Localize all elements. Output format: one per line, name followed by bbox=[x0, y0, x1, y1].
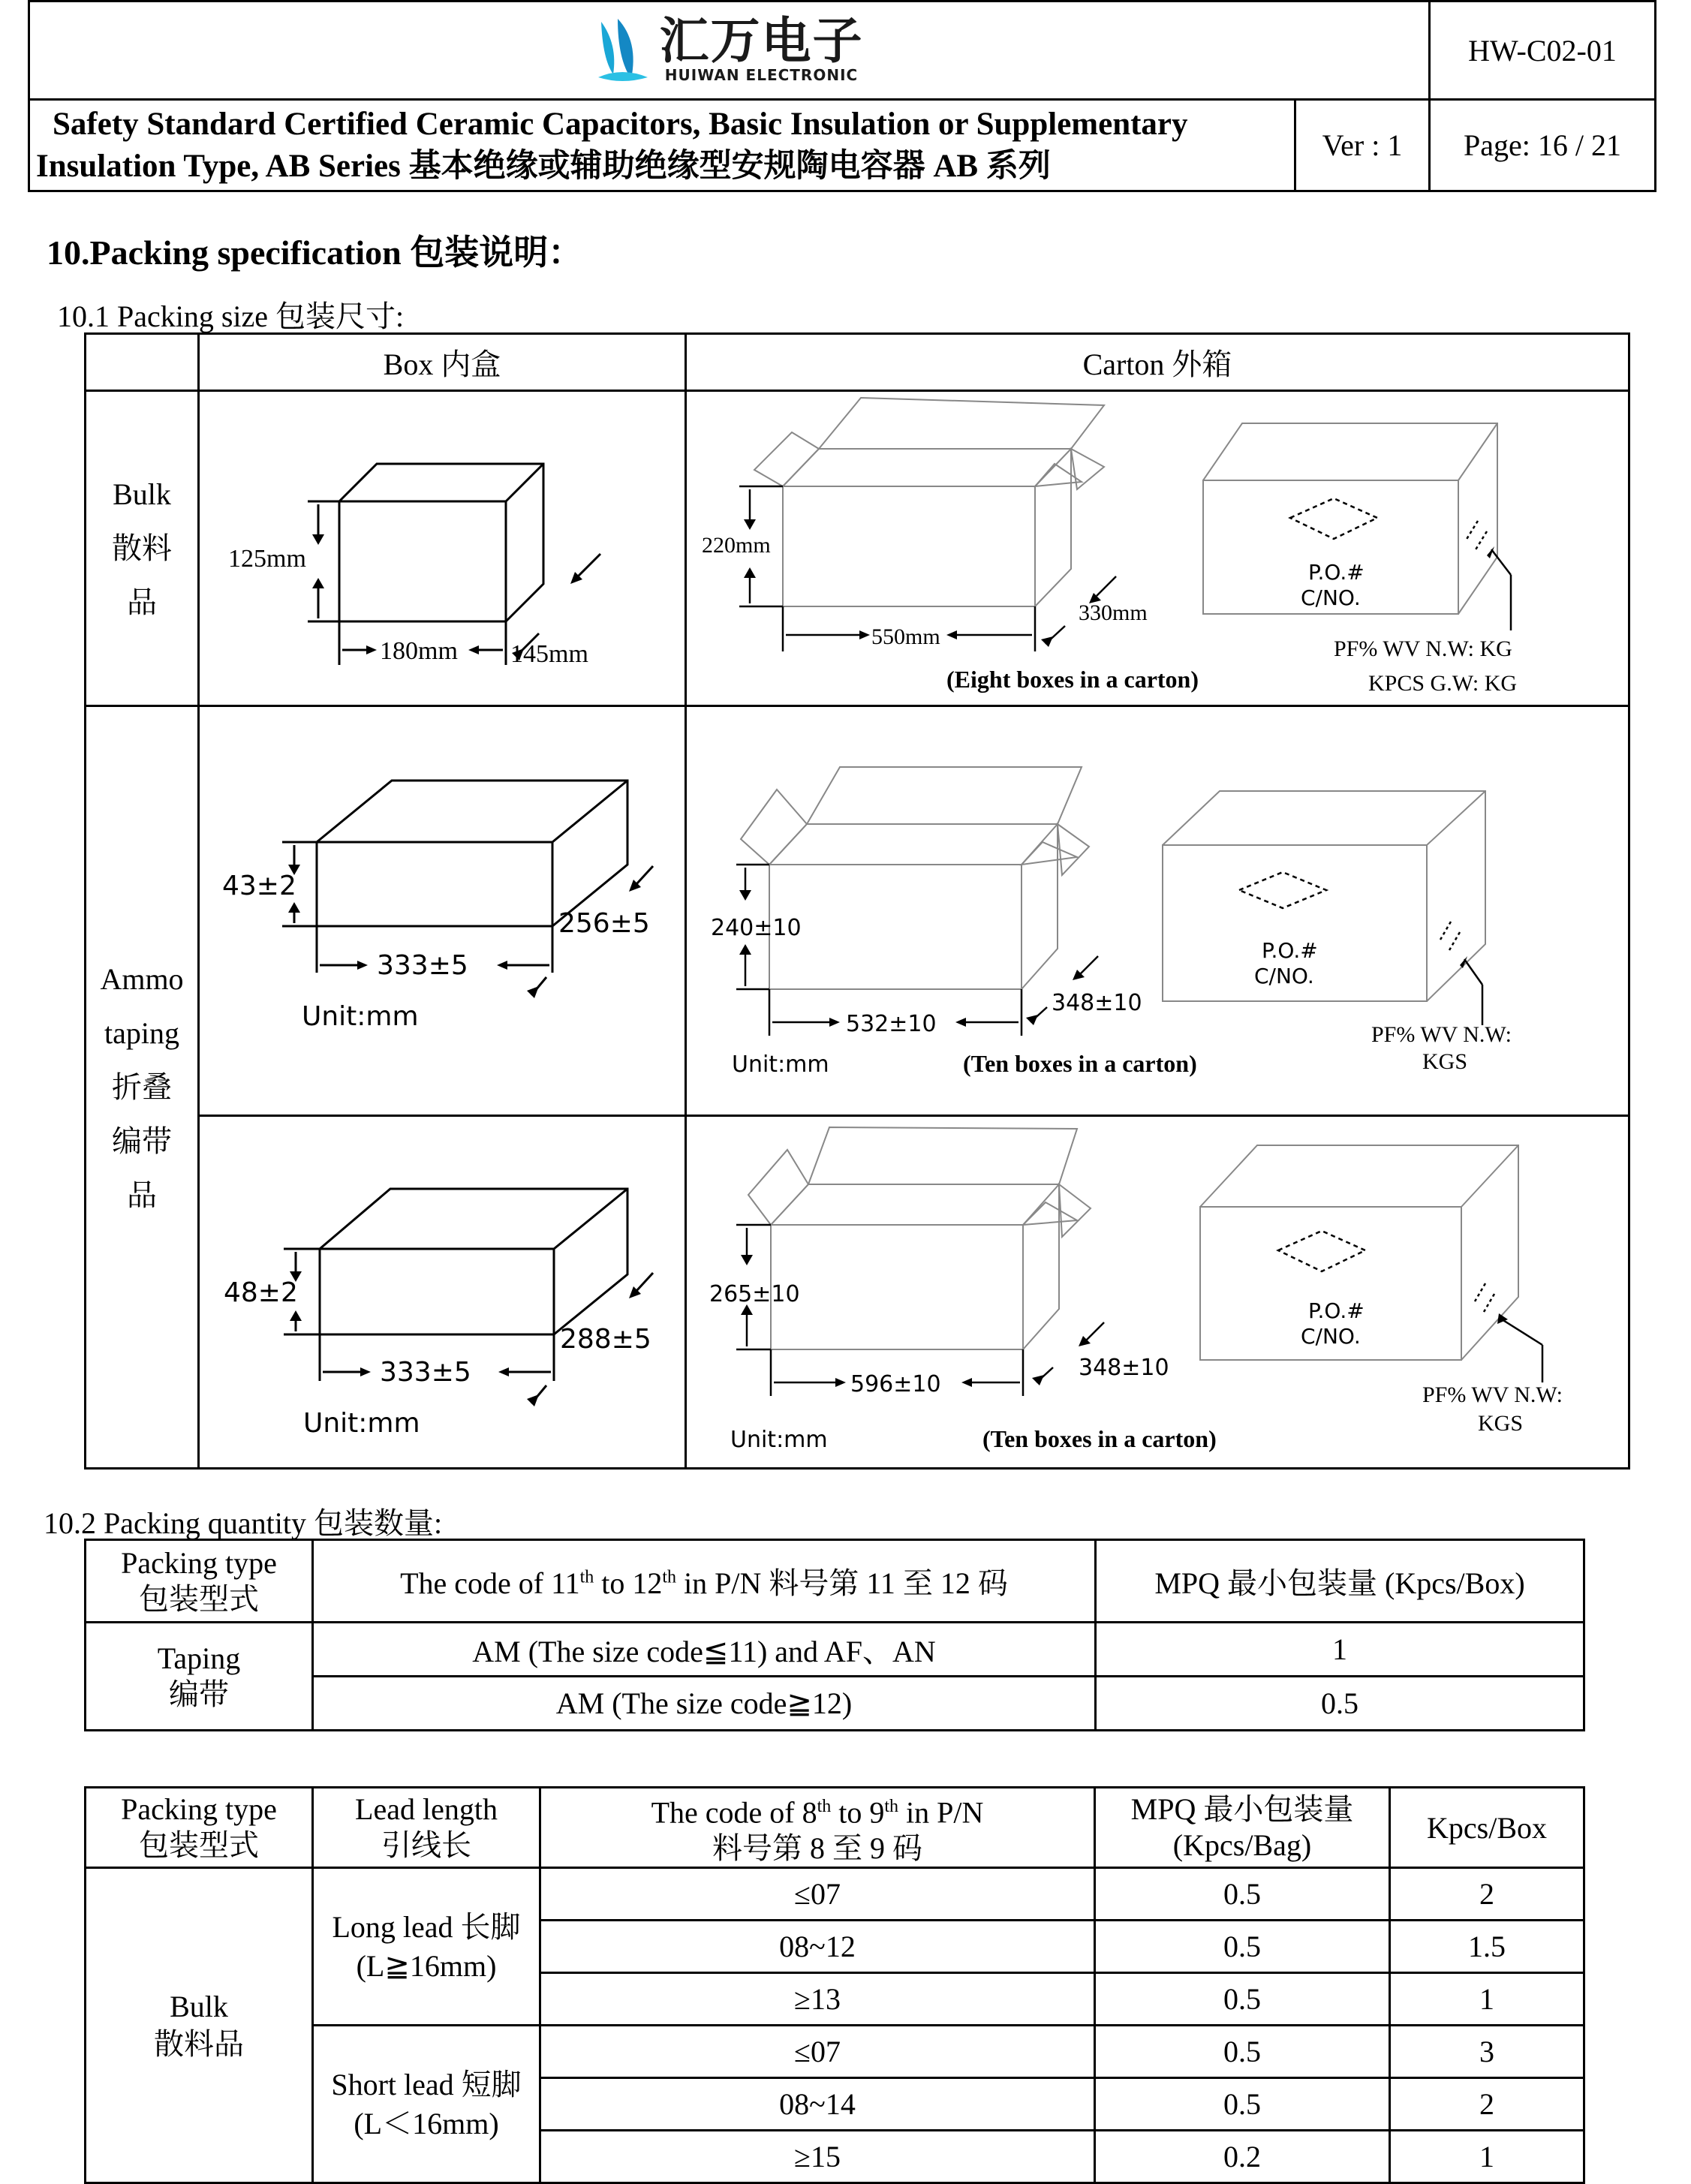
section-heading: 10.Packing specification 包装说明： bbox=[47, 233, 583, 272]
bulk-box-drawing bbox=[199, 391, 686, 706]
qty2-header-code-sup2: th bbox=[884, 1797, 899, 1816]
qty1-header-type-en: Packing type bbox=[121, 1545, 277, 1580]
qty2-header-lead-en: Lead length bbox=[355, 1792, 498, 1827]
ammo2-box-height: 48±2 bbox=[224, 1277, 298, 1308]
ammo-label-5: 品 bbox=[127, 1178, 157, 1212]
qty2-type-cn: 散料品 bbox=[154, 2026, 244, 2061]
corner-cell bbox=[86, 334, 199, 391]
version: Ver : 1 bbox=[1295, 100, 1430, 191]
ammo2-carton-width: 596±10 bbox=[850, 1371, 941, 1397]
qty1-header-code-sup2: th bbox=[662, 1567, 677, 1587]
ammo-label-2: taping bbox=[104, 1015, 179, 1050]
qty2-long-lead-2: (L≧16mm) bbox=[356, 1948, 497, 1983]
qty1-type-taping bbox=[86, 1623, 313, 1731]
ammo2-carton-drawing bbox=[686, 1116, 1629, 1469]
bulk-carton-note: (Eight boxes in a carton) bbox=[946, 666, 1199, 693]
qty2-row1-kpcs: 2 bbox=[1390, 1868, 1584, 1921]
ammo2-carton-cno: C/NO. bbox=[1301, 1324, 1361, 1349]
ammo2-carton-diagram bbox=[687, 1117, 1628, 1464]
logo-cell bbox=[29, 2, 1430, 100]
qty2-header-code-cn: 料号第 8 至 9 码 bbox=[712, 1831, 922, 1866]
ammo2-carton-label2: KGS bbox=[1478, 1411, 1524, 1436]
qty1-row2-code: AM (The size code≧12) bbox=[313, 1677, 1096, 1731]
qty2-header-code-sup1: th bbox=[817, 1797, 832, 1816]
doc-title-line2: Insulation Type, AB Series 基本绝缘或辅助绝缘型安规陶电容器 AB 系列 bbox=[36, 148, 1051, 184]
ammo-label-1: Ammo bbox=[100, 961, 184, 996]
bulk-box-width: 180mm bbox=[380, 637, 458, 665]
qty2-long-lead bbox=[313, 1868, 540, 2026]
col-carton: Carton 外箱 bbox=[686, 334, 1629, 391]
qty1-row1-code: AM (The size code≦11) and AF、AN bbox=[313, 1623, 1096, 1677]
ammo1-box-drawing bbox=[199, 706, 686, 1116]
qty2-header-kpcs: Kpcs/Box bbox=[1390, 1788, 1584, 1868]
qty-table-taping bbox=[84, 1539, 1585, 1731]
qty2-header-code-b: to 9 bbox=[831, 1795, 885, 1830]
qty2-header-code bbox=[540, 1788, 1095, 1868]
qty1-header-code bbox=[313, 1540, 1096, 1623]
ammo-label-4: 编带 bbox=[112, 1124, 172, 1158]
qty2-header-type-cn: 包装型式 bbox=[139, 1828, 259, 1863]
qty2-row5-mpq: 0.5 bbox=[1095, 2078, 1390, 2131]
ammo1-box-height: 43±2 bbox=[222, 871, 296, 901]
doc-title-line1: Safety Standard Certified Ceramic Capacitors, Basic Insulation or Supplementary bbox=[53, 106, 1188, 142]
qty2-row5-code: 08~14 bbox=[540, 2078, 1095, 2131]
ammo1-carton-depth: 348±10 bbox=[1052, 990, 1142, 1016]
bulk-carton-cno: C/NO. bbox=[1301, 585, 1361, 610]
document-header bbox=[28, 0, 1656, 192]
qty1-header-type-cn: 包装型式 bbox=[139, 1581, 259, 1616]
bulk-label-1: Bulk bbox=[113, 477, 171, 511]
ammo1-box-diagram bbox=[200, 707, 685, 1111]
ammo1-box-depth: 256±5 bbox=[558, 908, 650, 939]
qty2-header-type-en: Packing type bbox=[121, 1792, 277, 1827]
qty2-row2-code: 08~12 bbox=[540, 1921, 1095, 1973]
qty2-row1-mpq: 0.5 bbox=[1095, 1868, 1390, 1921]
doc-number: HW-C02-01 bbox=[1430, 2, 1656, 100]
ammo1-box-unit: Unit:mm bbox=[302, 1001, 419, 1032]
ammo2-carton-height: 265±10 bbox=[709, 1281, 800, 1307]
row-bulk-label bbox=[86, 391, 199, 706]
bulk-box-depth: 145mm bbox=[510, 640, 588, 668]
qty2-short-lead bbox=[313, 2026, 540, 2183]
qty2-header-lead bbox=[313, 1788, 540, 1868]
qty1-type-en: Taping bbox=[157, 1641, 241, 1675]
bulk-box-height: 125mm bbox=[228, 545, 306, 573]
bulk-carton-label2: KPCS G.W: KG bbox=[1368, 671, 1518, 696]
qty1-row1-mpq: 1 bbox=[1096, 1623, 1584, 1677]
ammo2-box-drawing bbox=[199, 1116, 686, 1469]
qty2-short-lead-2: (L＜16mm) bbox=[354, 2106, 499, 2140]
qty2-short-lead-1: Short lead 短脚 bbox=[331, 2067, 522, 2101]
qty2-type-en: Bulk bbox=[170, 1989, 228, 2023]
bulk-label-2: 散料 bbox=[112, 531, 172, 565]
qty2-header-mpq-1: MPQ 最小包装量 bbox=[1130, 1792, 1354, 1827]
bulk-box-diagram bbox=[200, 392, 685, 701]
ammo1-box-width: 333±5 bbox=[377, 950, 468, 981]
qty1-type-cn: 编带 bbox=[169, 1677, 229, 1711]
bulk-carton-label1: PF% WV N.W: KG bbox=[1334, 636, 1512, 661]
qty2-row4-mpq: 0.5 bbox=[1095, 2026, 1390, 2078]
ammo-label-3: 折叠 bbox=[112, 1069, 172, 1104]
col-box: Box 内盒 bbox=[199, 334, 686, 391]
ammo1-carton-note: (Ten boxes in a carton) bbox=[963, 1050, 1197, 1077]
logo-text-cn: 汇万电子 bbox=[659, 12, 864, 70]
qty2-row5-kpcs: 2 bbox=[1390, 2078, 1584, 2131]
qty2-header-lead-cn: 引线长 bbox=[381, 1828, 471, 1863]
qty1-header-type bbox=[86, 1540, 313, 1623]
qty2-row2-kpcs: 1.5 bbox=[1390, 1921, 1584, 1973]
ammo2-box-depth: 288±5 bbox=[560, 1324, 651, 1355]
ammo1-carton-unit: Unit:mm bbox=[732, 1051, 829, 1078]
row-ammo-label bbox=[86, 706, 199, 1469]
qty2-header-mpq-2: (Kpcs/Bag) bbox=[1172, 1828, 1312, 1863]
qty2-row6-mpq: 0.2 bbox=[1095, 2131, 1390, 2183]
ammo2-carton-label1: PF% WV N.W: bbox=[1422, 1382, 1563, 1407]
ammo2-carton-note: (Ten boxes in a carton) bbox=[982, 1425, 1217, 1452]
doc-title bbox=[29, 100, 1295, 191]
ammo1-carton-label1: PF% WV N.W: bbox=[1371, 1022, 1512, 1047]
qty2-type-bulk bbox=[86, 1868, 313, 2183]
qty1-header-code-sup1: th bbox=[579, 1567, 594, 1587]
bulk-carton-drawing bbox=[686, 391, 1629, 706]
qty2-long-lead-1: Long lead 长脚 bbox=[332, 1909, 521, 1944]
qty-table-bulk bbox=[84, 1786, 1585, 2184]
qty1-header-code-b: to 12 bbox=[594, 1566, 663, 1600]
ammo2-carton-unit: Unit:mm bbox=[730, 1427, 828, 1453]
qty2-row3-code: ≥13 bbox=[540, 1973, 1095, 2026]
qty2-header-type bbox=[86, 1788, 313, 1868]
ammo1-carton-height: 240±10 bbox=[711, 915, 802, 941]
ammo2-box-unit: Unit:mm bbox=[303, 1408, 420, 1439]
logo-text-en: HUIWAN ELECTRONIC bbox=[664, 66, 859, 84]
ammo2-box-width: 333±5 bbox=[380, 1357, 471, 1388]
ammo1-carton-drawing bbox=[686, 706, 1629, 1116]
ammo2-carton-po: P.O.# bbox=[1308, 1298, 1365, 1323]
bulk-carton-height: 220mm bbox=[702, 533, 771, 558]
qty2-header-code-a: The code of 8 bbox=[651, 1795, 817, 1830]
page-number: Page: 16 / 21 bbox=[1430, 100, 1656, 191]
qty2-row3-mpq: 0.5 bbox=[1095, 1973, 1390, 2026]
qty2-row4-kpcs: 3 bbox=[1390, 2026, 1584, 2078]
bulk-carton-diagram bbox=[687, 392, 1628, 701]
qty1-header-code-c: in P/N 料号第 11 至 12 码 bbox=[676, 1566, 1008, 1600]
qty2-header-code-c: in P/N bbox=[898, 1795, 984, 1830]
bulk-label-3: 品 bbox=[127, 585, 157, 619]
ammo1-carton-cno: C/NO. bbox=[1254, 964, 1314, 988]
qty1-header-mpq: MPQ 最小包装量 (Kpcs/Box) bbox=[1096, 1540, 1584, 1623]
ammo1-carton-diagram bbox=[687, 707, 1628, 1111]
qty2-row3-kpcs: 1 bbox=[1390, 1973, 1584, 2026]
qty1-header-code-a: The code of 11 bbox=[400, 1566, 580, 1600]
huiwan-logo-icon bbox=[595, 14, 649, 86]
packing-size-heading: 10.1 Packing size 包装尺寸: bbox=[57, 299, 405, 333]
qty2-row6-kpcs: 1 bbox=[1390, 2131, 1584, 2183]
bulk-carton-width: 550mm bbox=[871, 624, 940, 649]
bulk-carton-depth: 330mm bbox=[1079, 600, 1148, 625]
qty2-row6-code: ≥15 bbox=[540, 2131, 1095, 2183]
bulk-carton-po: P.O.# bbox=[1308, 560, 1365, 585]
qty2-row1-code: ≤07 bbox=[540, 1868, 1095, 1921]
ammo2-carton-depth: 348±10 bbox=[1079, 1355, 1169, 1381]
qty2-header-mpq bbox=[1095, 1788, 1390, 1868]
ammo1-carton-width: 532±10 bbox=[846, 1011, 937, 1037]
ammo1-carton-po: P.O.# bbox=[1262, 938, 1318, 963]
ammo2-box-diagram bbox=[200, 1117, 685, 1464]
packing-size-table bbox=[84, 332, 1630, 1470]
qty1-row2-mpq: 0.5 bbox=[1096, 1677, 1584, 1731]
ammo1-carton-label2: KGS bbox=[1422, 1049, 1468, 1074]
packing-quantity-heading: 10.2 Packing quantity 包装数量: bbox=[44, 1506, 443, 1540]
qty2-row4-code: ≤07 bbox=[540, 2026, 1095, 2078]
qty2-row2-mpq: 0.5 bbox=[1095, 1921, 1390, 1973]
